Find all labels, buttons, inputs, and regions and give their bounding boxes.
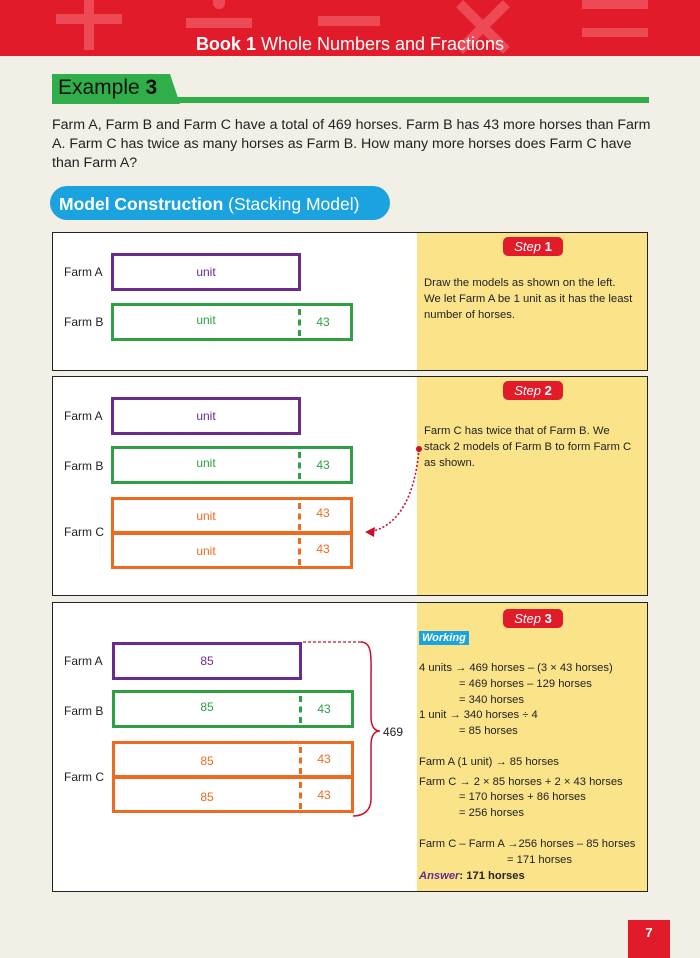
farm-c-top-text: 85 [200,754,214,768]
model-heading [59,194,359,215]
explain-line: stack 2 models of Farm B to form Farm C [424,441,632,453]
farm-a-bar-text: unit [196,265,216,279]
working-line: = 171 horses [507,854,572,866]
farm-c-top-extra: 43 [316,506,330,520]
book-subject: Whole Numbers and Fractions [255,34,505,54]
step-number: 3 [544,611,552,626]
problem-statement: Farm A, Farm B and Farm C have a total of 469 horses. Farm B has 43 more horses than Farm A. Farm C has twice as many horses as Farm B. How many more horses does Farm C have than Farm A? [52,117,651,171]
farm-a-label: Farm A [64,409,103,423]
example-title [58,76,157,100]
step3-badge [503,609,563,628]
farm-b-bar-text: unit [196,313,216,327]
farm-b-extra-text: 43 [316,315,330,329]
farm-a-bar-text: 85 [200,654,214,668]
farm-c-top-text: unit [196,509,216,523]
farm-a-label: Farm A [64,265,103,279]
step2-explanation [424,423,631,471]
explain-line: Draw the models as shown on the left. [424,277,616,289]
step1-explanation [424,275,632,323]
step-word: Step [514,239,545,254]
total-value: 469 [383,725,404,739]
farm-a-bar-text: unit [196,409,216,423]
answer-line [419,870,525,882]
farm-b-bar-text: 85 [200,700,214,714]
divide-dot-icon [213,0,225,9]
divide-icon [186,18,252,28]
working-line: = 85 horses [459,725,518,737]
page-number: 7 [628,920,670,958]
example-label: Example [58,76,146,99]
step-number: 1 [544,239,552,254]
step2-explanation-area [417,377,647,595]
farm-c-top-extra: 43 [317,752,331,766]
equals-icon [582,0,648,9]
farm-b-label: Farm B [64,315,104,329]
farm-c-label: Farm C [64,525,104,539]
farm-b-extra-text: 43 [317,702,331,716]
model-heading-bold: Model Construction [59,194,224,214]
step3-panel [52,602,648,892]
minus-icon [318,16,380,26]
working-line: 1 unit → 340 horses ÷ 4 [419,709,538,721]
book-number: Book 1 [195,34,256,54]
total-brace-icon [301,639,381,819]
working-line: Farm C – Farm A →256 horses – 85 horses [419,838,636,850]
dotted-arrow-icon [353,437,433,537]
answer-value: : 171 horses [459,870,525,882]
working-line: = 340 horses [459,694,524,706]
farm-b-label: Farm B [64,704,104,718]
working-line: = 469 horses – 129 horses [459,678,592,690]
step1-badge [503,237,563,256]
farm-b-bar-text: unit [196,456,216,470]
farm-b-label: Farm B [64,459,104,473]
farm-c-bottom-text: unit [196,544,216,558]
farm-b-extra-text: 43 [316,458,330,472]
farm-c-bottom-extra: 43 [317,788,331,802]
step2-badge [503,381,563,400]
answer-label: Answer [419,870,460,882]
farm-c-label: Farm C [64,770,104,784]
working-line: = 170 horses + 86 horses [459,791,586,803]
farm-c-bottom-extra: 43 [316,542,330,556]
explain-line: as shown. [424,457,475,469]
explain-line: Farm C has twice that of Farm B. We [424,425,610,437]
working-line: Farm C → 2 × 85 horses + 2 × 43 horses [419,776,623,788]
book-title [0,34,700,55]
example-number: 3 [145,76,158,99]
step-word: Step [514,383,545,398]
working-line: = 256 horses [459,807,524,819]
step-word: Step [514,611,545,626]
working-label: Working [419,631,469,645]
explain-line: number of horses. [424,309,516,321]
farm-a-label: Farm A [64,654,103,668]
step2-panel [52,376,648,596]
farm-c-bottom-text: 85 [200,790,214,804]
step1-panel [52,232,648,371]
explain-line: We let Farm A be 1 unit as it has the least [424,293,633,305]
working-line: Farm A (1 unit) → 85 horses [419,756,559,768]
working-line: 4 units → 469 horses – (3 × 43 horses) [419,662,613,674]
model-heading-rest: (Stacking Model) [223,194,360,214]
step-number: 2 [544,383,552,398]
